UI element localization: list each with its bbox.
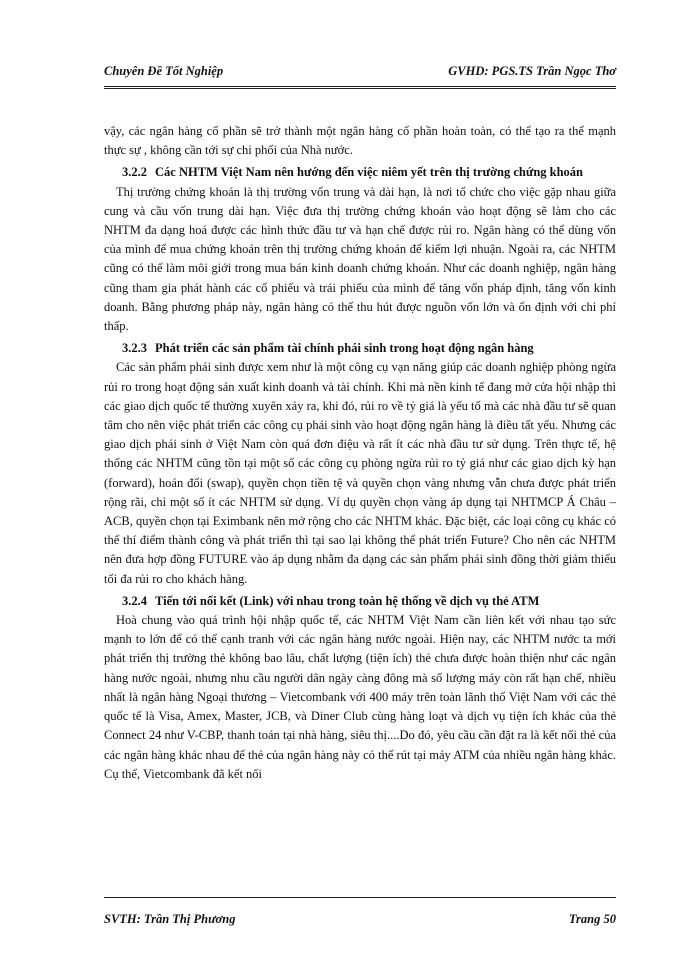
section-title: Tiến tới nối kết (Link) với nhau trong toàn hệ thống về dịch vụ thẻ ATM <box>155 593 540 608</box>
section-number: 3.2.3 <box>122 341 147 356</box>
section-heading <box>104 592 616 611</box>
intro-paragraph: vậy, các ngân hàng cổ phần sẽ trở thành một ngân hàng cổ phần hoàn toàn, có thể tạo ra thế mạnh thực sự , không cần tới sự chi phối của Nhà nước. <box>104 124 616 158</box>
section-number: 3.2.4 <box>122 593 147 608</box>
header-rule <box>104 86 616 89</box>
section-paragraph: Các sản phẩm phái sinh được xem như là một công cụ vạn năng giúp các doanh nghiệp phòng ngừa rủi ro trong hoạt động sản xuất kinh doanh và tài chính. Khi mà nền kinh tế đang mở cửa hội nhập thì các giao dịch quốc tế thường xuyên xảy ra, khi đó, rủi ro về tỷ giá là yếu tố mà các nhà đầu tư sẽ quan tâm cho nên việc phát triển các công cụ phái sinh vào hoạt động ngân hàng là điều tất yếu. Nhưng các giao dịch phái sinh ở Việt Nam còn quá đơn điệu và rất ít các nhà đầu tư sử dụng. Trên thực tế, hệ thống các NHTM cũng tồn tại một số các công cụ phòng ngừa rủi ro tỷ giá như các giao dịch kỳ hạn (forward), hoán đổi (swap), quyền chọn tiền tệ và quyền chọn vàng nhưng vẫn chưa được phát triển rộng rãi, chỉ một số ít các NHTM sử dụng. Ví dụ quyền chọn vàng áp dụng tại NHTMCP Á Châu – ACB, quyền chọn tại Eximbank nên mở rộng cho các NHTM khác. Đặc biệt, các loại công cụ khác có thể thí điểm thành công và phát triển thì tại sao lại không thể phát triển Future? Cho nên các NHTM nên đưa hợp đồng FUTURE vào áp dụng nhằm đa dạng các sản phẩm phái sinh đồng thời giảm thiểu tối đa rủi ro cho khách hàng. <box>104 360 616 586</box>
section-heading <box>104 339 616 358</box>
page-header <box>104 64 616 82</box>
header-advisor: GVHD: PGS.TS Trần Ngọc Thơ <box>448 64 616 78</box>
footer-page-number: Trang 50 <box>568 912 616 926</box>
header-document-title: Chuyên Đề Tốt Nghiệp <box>104 64 224 78</box>
section-paragraph: Hoà chung vào quá trình hội nhập quốc tế, các NHTM Việt Nam cần liên kết với nhau tạo sức mạnh to lớn để có thể cạnh tranh với các ngân hàng nước ngoài. Hiện nay, các NHTM nước ta mới phát triển thị trường thẻ không bao lâu, chất lượng (tiện ích) thẻ chưa được hoàn thiện như các ngân hàng nước ngoài, nhưng nhu cầu người dân ngày càng đông mà số lượng máy còn rất hạn chế, nhiều nhất là ngân hàng Ngoại thương – Vietcombank với 400 máy trên toàn lãnh thổ Việt Nam với các thẻ quốc tế là Visa, Amex, Master, JCB, và Diner Club cùng hàng loạt và dịch vụ tiện ích khác của thẻ Connect 24 như V-CBP, thanh toán tại nhà hàng, siêu thị....Do đó, yêu cầu cần đặt ra là kết nối thẻ của các ngân hàng khác nhau để thẻ của ngân hàng này có thể rút tại máy ATM của nhiều ngân hàng khác. Cụ thể, Vietcombank đã kết nối <box>104 613 616 781</box>
page-footer <box>104 912 616 930</box>
section-title: Các NHTM Việt Nam nên hướng đến việc niêm yết trên thị trường chứng khoán <box>155 165 584 180</box>
section-heading <box>104 163 616 182</box>
section-title: Phát triển các sản phẩm tài chính phái sinh trong hoạt động ngân hàng <box>155 341 534 356</box>
document-body <box>104 122 616 784</box>
footer-author: SVTH: Trần Thị Phương <box>104 912 236 926</box>
section-paragraph: Thị trường chứng khoán là thị trường vốn trung và dài hạn, là nơi tổ chức cho việc gặp nhau giữa cung và cầu vốn trung dài hạn. Việc đưa thị trường chứng khoán vào hoạt động sẽ làm cho các NHTM đa dạng hoá được các hình thức đầu tư và hạn chế được rủi ro. Ngân hàng có thể dùng vốn của mình để mua chứng khoán trên thị trường chứng khoán để kiếm lợi nhuận. Ngoài ra, các NHTM cũng có thể làm môi giới trong mua bán kinh doanh chứng khoán. Như các doanh nghiệp, ngân hàng cũng tham gia phát hành các cổ phiếu và trái phiếu của mình để tăng vốn pháp định, tăng vốn kinh doanh. Bằng phương pháp này, ngân hàng có thể thu hút được nguồn vốn lớn và ổn định với chi phí thấp. <box>104 184 616 334</box>
footer-rule <box>104 897 616 898</box>
section-number: 3.2.2 <box>122 165 147 180</box>
